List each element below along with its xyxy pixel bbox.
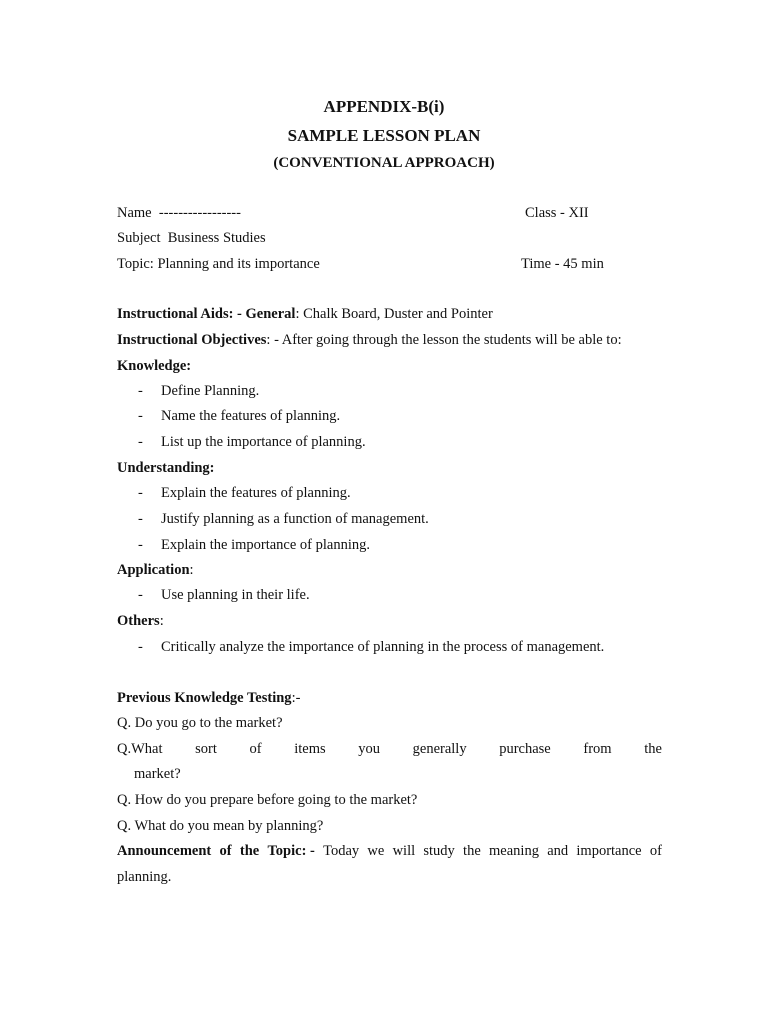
list-item: - Explain the importance of planning.: [138, 537, 370, 553]
list-item: - List up the importance of planning.: [138, 434, 366, 450]
subject-field: [117, 230, 266, 247]
question-item: Q. How do you prepare before going to the market?: [117, 792, 418, 808]
aids-general-label: General: [245, 306, 296, 322]
previous-knowledge-heading: Previous Knowledge Testing:-: [117, 690, 301, 706]
section-understanding-heading: Understanding:: [117, 460, 215, 476]
section-knowledge-heading: Knowledge:: [117, 358, 192, 374]
aids-value: : Chalk Board, Duster and Pointer: [295, 306, 493, 322]
question-item: Q. Do you go to the market?: [117, 715, 283, 731]
name-label: Name: [117, 205, 152, 221]
list-item: - Define Planning.: [138, 383, 260, 399]
list-item: - Name the features of planning.: [138, 408, 341, 424]
announcement-continued: planning.: [117, 869, 172, 885]
question-item-justified: Q.What sort of items you generally purchase from the: [117, 741, 662, 757]
question-item: Q. What do you mean by planning?: [117, 818, 324, 834]
section-others-heading: Others:: [117, 613, 164, 629]
name-value: -----------------: [158, 205, 241, 221]
list-item: - Critically analyze the importance of planning in the process of management.: [138, 639, 605, 655]
page-subtitle: (CONVENTIONAL APPROACH): [273, 155, 495, 171]
list-item: - Use planning in their life.: [138, 587, 310, 603]
announcement-line: Announcement of the Topic: - Today we will study the meaning and importance of: [117, 843, 662, 859]
section-application-heading: Application:: [117, 562, 194, 578]
class-field: Class - XII: [525, 205, 589, 221]
subject-value: Business Studies: [167, 230, 266, 246]
name-field: [117, 205, 241, 222]
list-item: - Justify planning as a function of management.: [138, 511, 429, 527]
appendix-heading: APPENDIX-B(i): [323, 97, 445, 116]
list-item: - Explain the features of planning.: [138, 485, 351, 501]
page-title: SAMPLE LESSON PLAN: [287, 126, 481, 145]
time-field: Time - 45 min: [521, 256, 604, 272]
topic-field: Topic: Planning and its importance: [117, 256, 320, 272]
instructional-aids: [117, 306, 493, 323]
objectives-text: : - After going through the lesson the students will be able to:: [266, 332, 622, 348]
question-item-continued: market?: [134, 766, 181, 782]
objectives-label: Instructional Objectives: [117, 332, 267, 348]
aids-label: Instructional Aids: -: [117, 306, 242, 322]
instructional-objectives: [117, 332, 622, 349]
subject-label: Subject: [117, 230, 161, 246]
